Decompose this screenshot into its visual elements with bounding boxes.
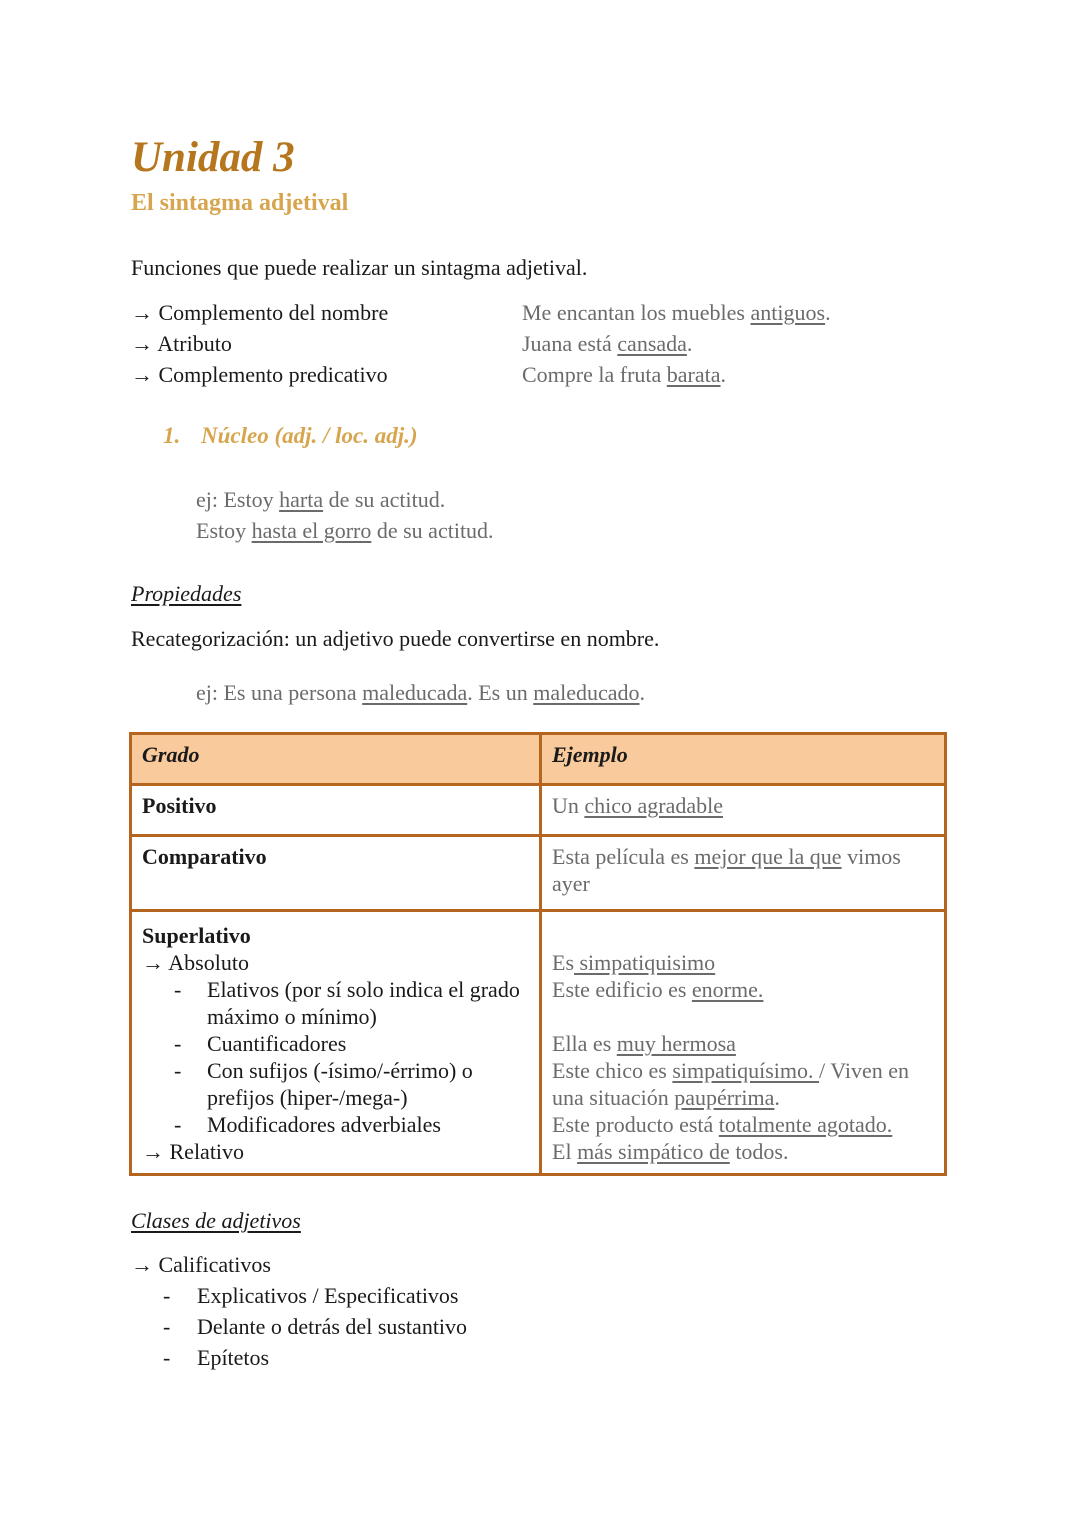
clases-heading: Clases de adjetivos <box>131 1208 301 1233</box>
funcion-item <box>131 297 388 328</box>
nucleo-examples <box>196 484 494 546</box>
propiedades-example: ej: Es una persona maleducada. Es un maleducado. <box>196 680 646 705</box>
list-item: - Modificadores adverbiales <box>174 1112 441 1137</box>
propiedades-heading: Propiedades <box>131 581 242 606</box>
clases-list <box>131 1280 467 1373</box>
cell-positivo: Positivo <box>131 785 541 836</box>
funcion-example: Compre la fruta barata. <box>522 362 727 387</box>
funcion-item <box>131 328 388 359</box>
cell-comparativo: Comparativo <box>131 836 541 911</box>
header-ejemplo: Ejemplo <box>541 734 946 785</box>
funciones-intro: Funciones que puede realizar un sintagma adjetival. <box>131 255 588 280</box>
list-item: - Con sufijos (-ísimo/-érrimo) o prefijos (hiper-/mega-) <box>174 1058 473 1110</box>
cell-positivo-example: Un chico agradable <box>541 785 946 836</box>
list-item: - Delante o detrás del sustantivo <box>163 1314 468 1339</box>
nucleo-example: ej: Estoy harta de su actitud. <box>196 487 446 512</box>
funcion-example: Me encantan los muebles antiguos. <box>522 300 831 325</box>
funcion-label: Complemento del nombre <box>158 300 389 325</box>
funcion-example: Juana está cansada. <box>522 331 693 356</box>
funciones-list <box>131 297 388 390</box>
list-item: - Cuantificadores <box>174 1031 347 1056</box>
arrow-icon: → <box>131 362 153 387</box>
page-title: Unidad 3 <box>131 134 295 181</box>
arrow-icon: → <box>131 331 153 356</box>
arrow-icon: → <box>131 300 153 325</box>
clases-calificativos: → Calificativos <box>131 1252 271 1277</box>
page-subtitle: El sintagma adjetival <box>131 190 349 216</box>
table-header-row <box>131 734 946 785</box>
list-item: - Elativos (por sí solo indica el grado máximo o mínimo) <box>174 977 520 1029</box>
cell-superlativo: Superlativo → Absoluto - Elativos (por sí solo indica el grado máximo o mínimo) - Cuantificadores - Con sufijos (-ísimo/-érrimo) o prefijos (hiper-/mega-) - Modificadores adverbiales → Relativo <box>131 911 541 1175</box>
propiedades-text: Recategorización: un adjetivo puede convertirse en nombre. <box>131 626 660 651</box>
funciones-examples <box>522 297 831 390</box>
list-item: - Epítetos <box>163 1345 270 1370</box>
funcion-label: Atributo <box>157 331 232 356</box>
table-row <box>131 785 946 836</box>
header-grado: Grado <box>131 734 541 785</box>
nucleo-example: Estoy hasta el gorro de su actitud. <box>196 518 494 543</box>
nucleo-heading: 1. Núcleo (adj. / loc. adj.) <box>163 423 418 448</box>
funcion-item <box>131 359 388 390</box>
list-item: - Explicativos / Especificativos <box>163 1283 459 1308</box>
cell-superlativo-examples: Es simpatiquisimo Este edificio es enorme. Ella es muy hermosa Este chico es simpatiquísimo. / Viven en una situación paupérrima. Este producto está totalmente agotado. El más simpático de todos. <box>541 911 946 1175</box>
table-row <box>131 836 946 911</box>
table-row <box>131 911 946 1175</box>
grado-table <box>129 732 947 1176</box>
funcion-label: Complemento predicativo <box>158 362 388 387</box>
cell-comparativo-example: Esta película es mejor que la que vimos ayer <box>541 836 946 911</box>
